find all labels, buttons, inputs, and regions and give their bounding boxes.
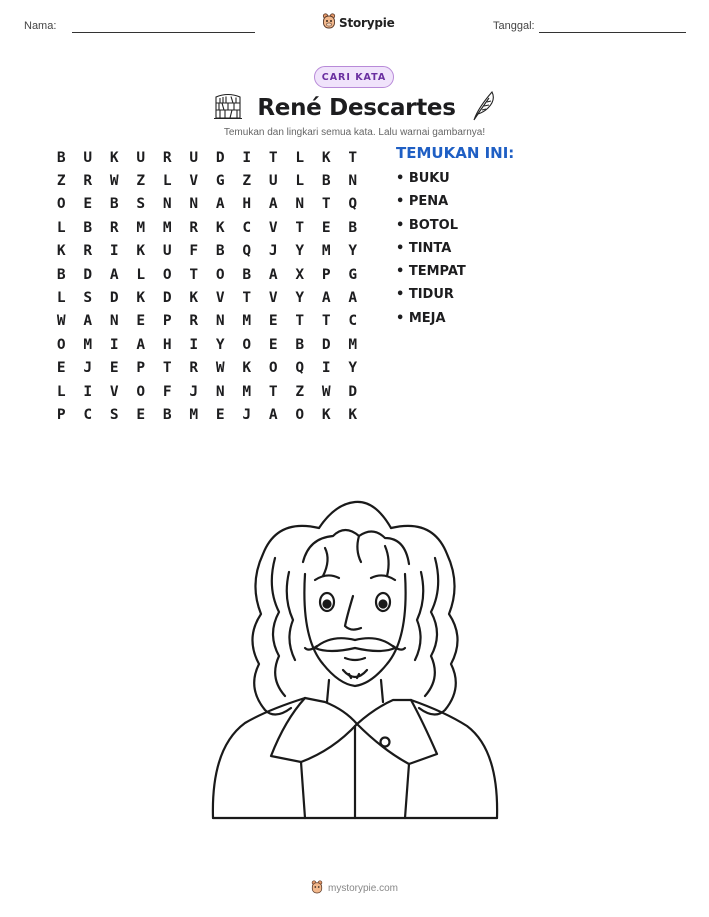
brand-logo [322,13,395,33]
grid-cell[interactable]: G [348,266,358,283]
word-list-item: • TINTA [396,240,452,256]
grid-cell[interactable]: I [189,336,199,353]
grid-cell[interactable]: T [295,313,305,330]
grid-cell[interactable]: C [242,219,252,236]
grid-cell[interactable]: A [215,196,225,213]
grid-cell[interactable]: E [56,360,66,377]
grid-cell[interactable]: I [321,360,331,377]
date-label: Tanggal: [493,20,535,32]
grid-cell[interactable]: Z [295,383,305,400]
grid-cell[interactable]: B [109,196,119,213]
grid-cell[interactable]: F [189,243,199,260]
grid-cell[interactable]: E [268,313,278,330]
grid-cell[interactable]: Q [242,243,252,260]
grid-cell[interactable]: I [242,149,252,166]
bookshelf-icon [213,92,243,124]
grid-cell[interactable]: Y [295,290,305,307]
grid-cell[interactable]: H [242,196,252,213]
grid-cell[interactable]: E [215,406,225,423]
grid-cell[interactable]: A [83,313,93,330]
grid-cell[interactable]: O [242,336,252,353]
grid-cell[interactable]: A [136,336,146,353]
grid-cell[interactable]: I [109,336,119,353]
grid-cell[interactable]: N [109,313,119,330]
grid-cell[interactable]: W [109,173,119,190]
grid-cell[interactable]: W [321,383,331,400]
grid-cell[interactable]: V [215,290,225,307]
name-label: Nama: [24,20,57,32]
grid-cell[interactable]: N [189,196,199,213]
grid-cell[interactable]: K [348,406,358,423]
footer-url[interactable]: mystorypie.com [327,883,398,894]
storypie-mascot-icon [311,879,323,898]
grid-cell[interactable]: D [83,266,93,283]
word-search-grid[interactable] [48,146,366,427]
grid-cell[interactable]: P [136,360,146,377]
grid-cell[interactable]: S [83,290,93,307]
grid-cell[interactable]: B [56,149,66,166]
grid-cell[interactable]: O [136,383,146,400]
grid-cell[interactable]: E [321,219,331,236]
grid-cell[interactable]: V [268,219,278,236]
word-list [396,171,466,334]
grid-cell[interactable]: U [83,149,93,166]
grid-cell[interactable]: Y [215,336,225,353]
grid-cell[interactable]: E [136,313,146,330]
grid-cell[interactable]: N [162,196,172,213]
grid-cell[interactable]: B [348,219,358,236]
grid-cell[interactable]: Z [136,173,146,190]
storypie-mascot-icon [322,13,336,33]
grid-cell[interactable]: M [242,383,252,400]
grid-cell[interactable]: B [321,173,331,190]
page-title: René Descartes [257,95,456,121]
grid-cell[interactable]: M [242,313,252,330]
grid-cell[interactable]: R [83,173,93,190]
grid-cell[interactable]: N [215,383,225,400]
grid-cell[interactable]: T [189,266,199,283]
grid-cell[interactable]: Z [56,173,66,190]
grid-cell[interactable]: K [321,149,331,166]
grid-cell[interactable]: Q [348,196,358,213]
grid-cell[interactable]: K [136,290,146,307]
brand-name: Storypie [339,16,395,30]
word-list-item: • BUKU [396,171,450,186]
grid-cell[interactable]: K [215,219,225,236]
grid-cell[interactable]: K [189,290,199,307]
grid-cell[interactable]: A [109,266,119,283]
date-line[interactable] [539,32,686,33]
quill-feather-icon [470,90,496,126]
grid-cell[interactable]: P [321,266,331,283]
grid-cell[interactable]: W [215,360,225,377]
grid-cell[interactable]: Z [242,173,252,190]
grid-cell[interactable]: M [321,243,331,260]
word-list-title: TEMUKAN INI: [396,144,515,162]
grid-cell[interactable]: H [162,336,172,353]
grid-cell[interactable]: V [189,173,199,190]
grid-cell[interactable]: U [136,149,146,166]
grid-cell[interactable]: N [295,196,305,213]
grid-cell[interactable]: J [242,406,252,423]
word-list-item: • TEMPAT [396,264,466,280]
word-list-item: • BOTOL [396,217,458,233]
grid-cell[interactable]: L [162,173,172,190]
grid-cell[interactable]: K [136,243,146,260]
grid-cell[interactable]: K [109,149,119,166]
grid-cell[interactable]: J [189,383,199,400]
grid-cell[interactable]: O [268,360,278,377]
grid-cell[interactable]: V [268,290,278,307]
grid-cell[interactable]: R [109,219,119,236]
category-badge: CARI KATA [314,66,394,88]
grid-cell[interactable]: Q [295,360,305,377]
grid-cell[interactable]: C [83,406,93,423]
grid-cell[interactable]: U [189,149,199,166]
name-line[interactable] [72,32,255,33]
grid-cell[interactable]: M [189,406,199,423]
grid-cell[interactable]: K [321,406,331,423]
grid-cell[interactable]: T [295,219,305,236]
grid-cell[interactable]: D [109,290,119,307]
grid-cell[interactable]: B [242,266,252,283]
grid-cell[interactable]: P [56,406,66,423]
grid-cell[interactable]: T [242,290,252,307]
grid-cell[interactable]: A [268,266,278,283]
grid-cell[interactable]: D [215,149,225,166]
grid-cell[interactable]: U [268,173,278,190]
grid-cell[interactable]: T [268,383,278,400]
grid-cell[interactable]: A [321,290,331,307]
grid-cell[interactable]: B [56,266,66,283]
grid-cell[interactable]: B [162,406,172,423]
rene-descartes-coloring-illustration[interactable] [205,488,505,837]
grid-cell[interactable]: M [162,219,172,236]
grid-cell[interactable]: S [109,406,119,423]
grid-cell[interactable]: T [321,196,331,213]
grid-cell[interactable]: O [295,406,305,423]
grid-cell[interactable]: J [83,360,93,377]
grid-cell[interactable]: D [321,336,331,353]
grid-cell[interactable]: B [295,336,305,353]
word-list-item: • PENA [396,194,449,210]
grid-cell[interactable]: I [83,383,93,400]
grid-cell[interactable]: X [295,266,305,283]
grid-cell[interactable]: O [162,266,172,283]
footer [0,879,709,898]
grid-cell[interactable]: G [215,173,225,190]
grid-cell[interactable]: E [83,196,93,213]
grid-cell[interactable]: Y [348,243,358,260]
grid-cell[interactable]: B [83,219,93,236]
grid-cell[interactable]: L [295,149,305,166]
grid-cell[interactable]: R [189,360,199,377]
grid-cell[interactable]: U [162,243,172,260]
grid-cell[interactable]: S [136,196,146,213]
grid-cell[interactable]: R [162,149,172,166]
grid-cell[interactable]: Y [295,243,305,260]
grid-cell[interactable]: D [162,290,172,307]
grid-cell[interactable]: L [295,173,305,190]
grid-cell[interactable]: J [268,243,278,260]
grid-cell[interactable]: L [56,219,66,236]
grid-cell[interactable]: A [348,290,358,307]
grid-cell[interactable]: T [321,313,331,330]
grid-cell[interactable]: E [136,406,146,423]
grid-cell[interactable]: O [56,196,66,213]
word-list-item: • MEJA [396,310,446,326]
grid-cell[interactable]: E [109,360,119,377]
grid-cell[interactable]: R [189,313,199,330]
instructions: Temukan dan lingkari semua kata. Lalu warnai gambarnya! [223,127,486,138]
grid-cell[interactable]: L [56,383,66,400]
grid-cell[interactable]: M [136,219,146,236]
word-list-item: • TIDUR [396,287,454,303]
grid-cell[interactable]: K [56,243,66,260]
grid-cell[interactable]: T [348,149,358,166]
grid-cell[interactable]: A [268,406,278,423]
title-row [0,90,709,126]
grid-cell[interactable]: R [189,219,199,236]
grid-cell[interactable]: I [109,243,119,260]
grid-cell[interactable]: T [268,149,278,166]
grid-cell[interactable]: W [56,313,66,330]
grid-cell[interactable]: O [56,336,66,353]
grid-cell[interactable]: T [162,360,172,377]
grid-cell[interactable]: Y [348,360,358,377]
grid-cell[interactable]: K [242,360,252,377]
grid-cell[interactable]: P [162,313,172,330]
grid-cell[interactable]: C [348,313,358,330]
grid-cell[interactable]: F [162,383,172,400]
grid-cell[interactable]: N [215,313,225,330]
grid-cell[interactable]: D [348,383,358,400]
grid-cell[interactable]: B [215,243,225,260]
grid-cell[interactable]: M [348,336,358,353]
grid-cell[interactable]: L [56,290,66,307]
grid-cell[interactable]: E [268,336,278,353]
grid-cell[interactable]: N [348,173,358,190]
grid-cell[interactable]: A [268,196,278,213]
grid-cell[interactable]: R [83,243,93,260]
grid-cell[interactable]: M [83,336,93,353]
grid-cell[interactable]: O [215,266,225,283]
grid-cell[interactable]: V [109,383,119,400]
grid-cell[interactable]: L [136,266,146,283]
